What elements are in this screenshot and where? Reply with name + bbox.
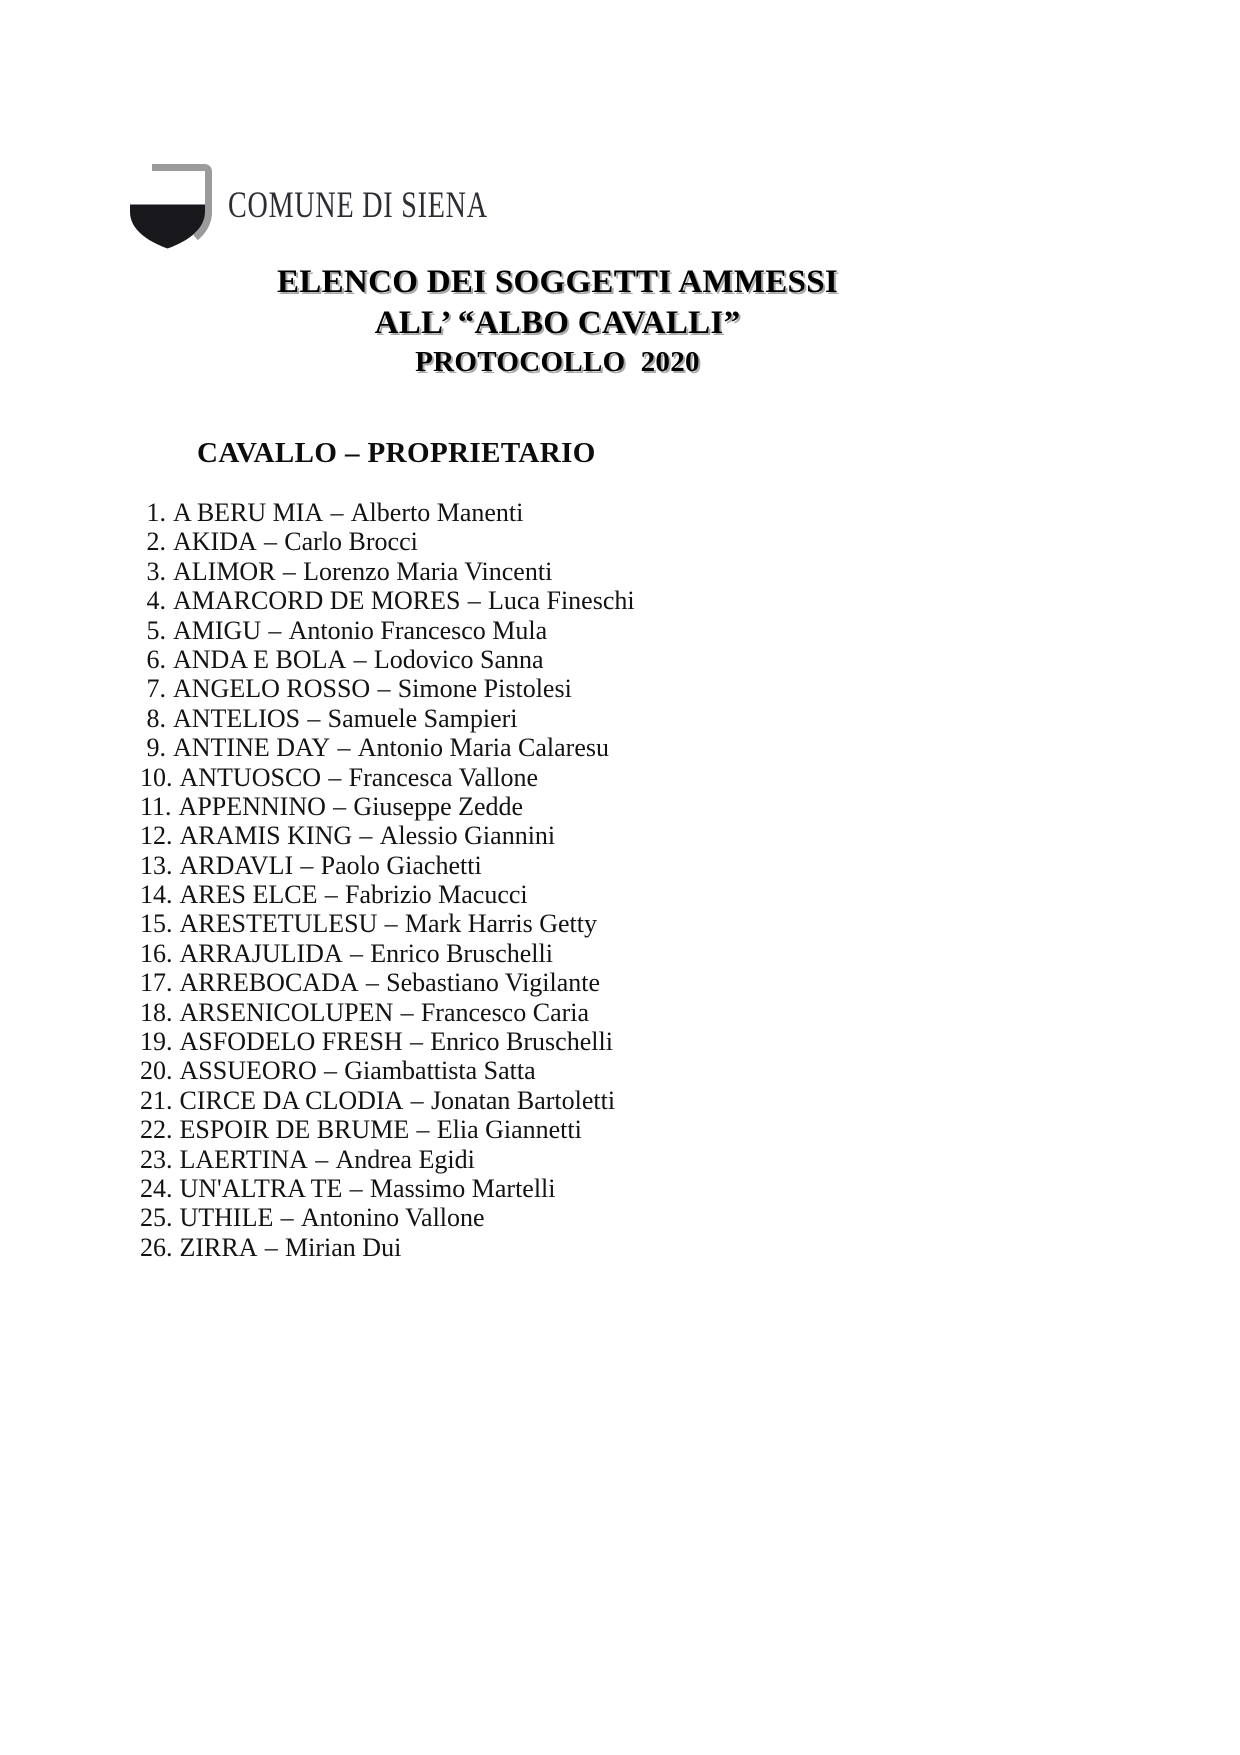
horse-name: UTHILE bbox=[179, 1203, 274, 1233]
owner-name: Elia Giannetti bbox=[436, 1115, 582, 1145]
horse-list-item bbox=[140, 616, 635, 645]
owner-name: Enrico Bruschelli bbox=[370, 938, 553, 968]
shield-upper-white bbox=[130, 171, 205, 205]
item-number: 22. bbox=[140, 1115, 173, 1145]
siena-shield-logo-icon bbox=[128, 160, 220, 252]
horse-list-item bbox=[140, 968, 635, 997]
horse-name: ARESTETULESU bbox=[179, 909, 378, 939]
horse-list-item bbox=[140, 674, 635, 703]
owner-name: Simone Pistolesi bbox=[397, 674, 572, 704]
owner-name: Francesca Vallone bbox=[348, 762, 538, 792]
owner-name: Giuseppe Zedde bbox=[353, 791, 524, 821]
owner-name: Sebastiano Vigilante bbox=[386, 968, 601, 998]
horse-list-item bbox=[140, 1086, 635, 1115]
horse-name: ASFODELO FRESH bbox=[179, 1027, 403, 1057]
separator-dash: – bbox=[324, 880, 338, 910]
horse-list-item bbox=[140, 998, 635, 1027]
horse-list-item bbox=[140, 557, 635, 586]
separator-dash: – bbox=[268, 615, 282, 645]
item-number: 20. bbox=[140, 1056, 173, 1086]
item-number: 21. bbox=[140, 1085, 173, 1115]
horse-name: CIRCE DA CLODIA bbox=[179, 1085, 404, 1115]
owner-name: Samuele Sampieri bbox=[327, 703, 518, 733]
horse-name: ARAMIS KING bbox=[179, 821, 353, 851]
owner-name: Andrea Egidi bbox=[335, 1144, 475, 1174]
horse-name: ANTUOSCO bbox=[179, 762, 322, 792]
separator-dash: – bbox=[377, 674, 391, 704]
horse-list-item bbox=[140, 498, 635, 527]
horse-list-item bbox=[140, 909, 635, 938]
separator-dash: – bbox=[328, 762, 342, 792]
item-number: 2. bbox=[146, 527, 166, 557]
item-number: 12. bbox=[140, 821, 173, 851]
item-number: 1. bbox=[146, 498, 166, 527]
horse-name: ASSUEORO bbox=[179, 1056, 317, 1086]
owner-name: Alberto Manenti bbox=[350, 498, 524, 527]
item-number: 5. bbox=[146, 615, 166, 645]
item-number: 9. bbox=[146, 733, 166, 763]
separator-dash: – bbox=[350, 938, 363, 968]
horse-name: A BERU MIA bbox=[173, 498, 324, 527]
horse-name: UN'ALTRA TE bbox=[179, 1173, 343, 1203]
horse-name: AKIDA bbox=[173, 527, 257, 557]
horse-list-item bbox=[140, 880, 635, 909]
horse-list-item bbox=[140, 821, 635, 850]
separator-dash: – bbox=[264, 1232, 278, 1262]
owner-name: Giambattista Satta bbox=[344, 1056, 536, 1086]
horse-name: ANGELO ROSSO bbox=[173, 674, 371, 704]
item-number: 14. bbox=[140, 880, 173, 910]
horse-list-item bbox=[140, 586, 635, 615]
separator-dash: – bbox=[359, 821, 373, 851]
owner-name: Antonio Maria Calaresu bbox=[357, 733, 609, 763]
item-number: 6. bbox=[146, 644, 166, 674]
separator-dash: – bbox=[333, 791, 347, 821]
separator-dash: – bbox=[330, 498, 344, 527]
horse-name: ARRAJULIDA bbox=[179, 938, 343, 968]
item-number: 4. bbox=[146, 586, 166, 616]
item-number: 11. bbox=[140, 791, 172, 821]
item-number: 15. bbox=[140, 909, 173, 939]
item-number: 8. bbox=[146, 703, 166, 733]
item-number: 26. bbox=[140, 1232, 173, 1262]
owner-name: Mark Harris Getty bbox=[404, 909, 597, 939]
shield-lower-black bbox=[130, 205, 205, 249]
item-number: 16. bbox=[140, 938, 173, 968]
separator-dash: – bbox=[353, 644, 367, 674]
separator-dash: – bbox=[349, 1173, 363, 1203]
title-line-3: PROTOCOLLO 2020 bbox=[415, 346, 700, 378]
item-number: 7. bbox=[146, 674, 166, 704]
horse-owner-list bbox=[140, 498, 635, 1262]
owner-name: Mirian Dui bbox=[285, 1232, 402, 1262]
horse-name: AMIGU bbox=[173, 615, 262, 645]
separator-dash: – bbox=[400, 997, 414, 1027]
owner-name: Fabrizio Macucci bbox=[344, 880, 528, 910]
item-number: 19. bbox=[140, 1027, 173, 1057]
horse-name: ARREBOCADA bbox=[179, 968, 359, 998]
document-title bbox=[130, 262, 985, 381]
separator-dash: – bbox=[324, 1056, 338, 1086]
horse-list-item bbox=[140, 527, 635, 556]
owner-name: Alessio Giannini bbox=[379, 821, 556, 851]
horse-name: ESPOIR DE BRUME bbox=[179, 1115, 410, 1145]
separator-dash: – bbox=[280, 1203, 294, 1233]
item-number: 23. bbox=[140, 1144, 173, 1174]
owner-name: Lorenzo Maria Vincenti bbox=[303, 556, 553, 586]
owner-name: Enrico Bruschelli bbox=[430, 1027, 613, 1057]
separator-dash: – bbox=[409, 1027, 423, 1057]
owner-name: Carlo Brocci bbox=[284, 527, 418, 557]
horse-name: LAERTINA bbox=[179, 1144, 308, 1174]
owner-name: Antonino Vallone bbox=[300, 1203, 485, 1233]
horse-name: ARES ELCE bbox=[179, 880, 318, 910]
owner-name: Antonio Francesco Mula bbox=[288, 615, 548, 645]
separator-dash: – bbox=[300, 850, 314, 880]
separator-dash: – bbox=[467, 586, 481, 616]
horse-name: AMARCORD DE MORES bbox=[173, 586, 461, 616]
horse-list-item bbox=[140, 1027, 635, 1056]
brand-name: COMUNE DI SIENA bbox=[228, 185, 488, 226]
horse-name: ANTELIOS bbox=[173, 703, 301, 733]
horse-list-item bbox=[140, 763, 635, 792]
separator-dash: – bbox=[307, 703, 321, 733]
horse-name: ANDA E BOLA bbox=[173, 644, 347, 674]
title-line-2: ALL’ “ALBO CAVALLI” bbox=[374, 305, 741, 341]
horse-list-item bbox=[140, 704, 635, 733]
owner-name: Massimo Martelli bbox=[369, 1173, 556, 1203]
item-number: 24. bbox=[140, 1173, 173, 1203]
horse-list-item bbox=[140, 1056, 635, 1085]
horse-name: ANTINE DAY bbox=[173, 733, 331, 763]
horse-list-item bbox=[140, 1203, 635, 1232]
owner-name: Lodovico Sanna bbox=[373, 644, 544, 674]
horse-list-item bbox=[140, 1145, 635, 1174]
separator-dash: – bbox=[264, 527, 278, 557]
section-heading: CAVALLO – PROPRIETARIO bbox=[197, 437, 596, 469]
separator-dash: – bbox=[282, 556, 296, 586]
separator-dash: – bbox=[416, 1115, 430, 1145]
separator-dash: – bbox=[365, 968, 379, 998]
horse-list-item bbox=[140, 939, 635, 968]
owner-name: Jonatan Bartoletti bbox=[430, 1085, 616, 1115]
item-number: 17. bbox=[140, 968, 173, 998]
horse-list-item bbox=[140, 1233, 635, 1262]
horse-list-item bbox=[140, 851, 635, 880]
item-number: 3. bbox=[146, 556, 166, 586]
horse-list-item bbox=[140, 645, 635, 674]
separator-dash: – bbox=[337, 733, 351, 763]
item-number: 10. bbox=[140, 762, 173, 792]
item-number: 13. bbox=[140, 850, 173, 880]
owner-name: Luca Fineschi bbox=[488, 586, 635, 616]
horse-name: ARSENICOLUPEN bbox=[179, 997, 394, 1027]
separator-dash: – bbox=[384, 909, 398, 939]
title-line-1: ELENCO DEI SOGGETTI AMMESSI bbox=[277, 264, 838, 300]
horse-name: APPENNINO bbox=[178, 791, 326, 821]
horse-name: ARDAVLI bbox=[179, 850, 294, 880]
horse-list-item bbox=[140, 1174, 635, 1203]
horse-list-item bbox=[140, 733, 635, 762]
horse-name: ZIRRA bbox=[179, 1232, 258, 1262]
horse-list-item bbox=[140, 792, 635, 821]
owner-name: Francesco Caria bbox=[420, 997, 590, 1027]
separator-dash: – bbox=[315, 1144, 329, 1174]
horse-name: ALIMOR bbox=[173, 556, 276, 586]
horse-list-item bbox=[140, 1115, 635, 1144]
owner-name: Paolo Giachetti bbox=[320, 850, 482, 880]
item-number: 18. bbox=[140, 997, 173, 1027]
item-number: 25. bbox=[140, 1203, 173, 1233]
separator-dash: – bbox=[410, 1085, 424, 1115]
